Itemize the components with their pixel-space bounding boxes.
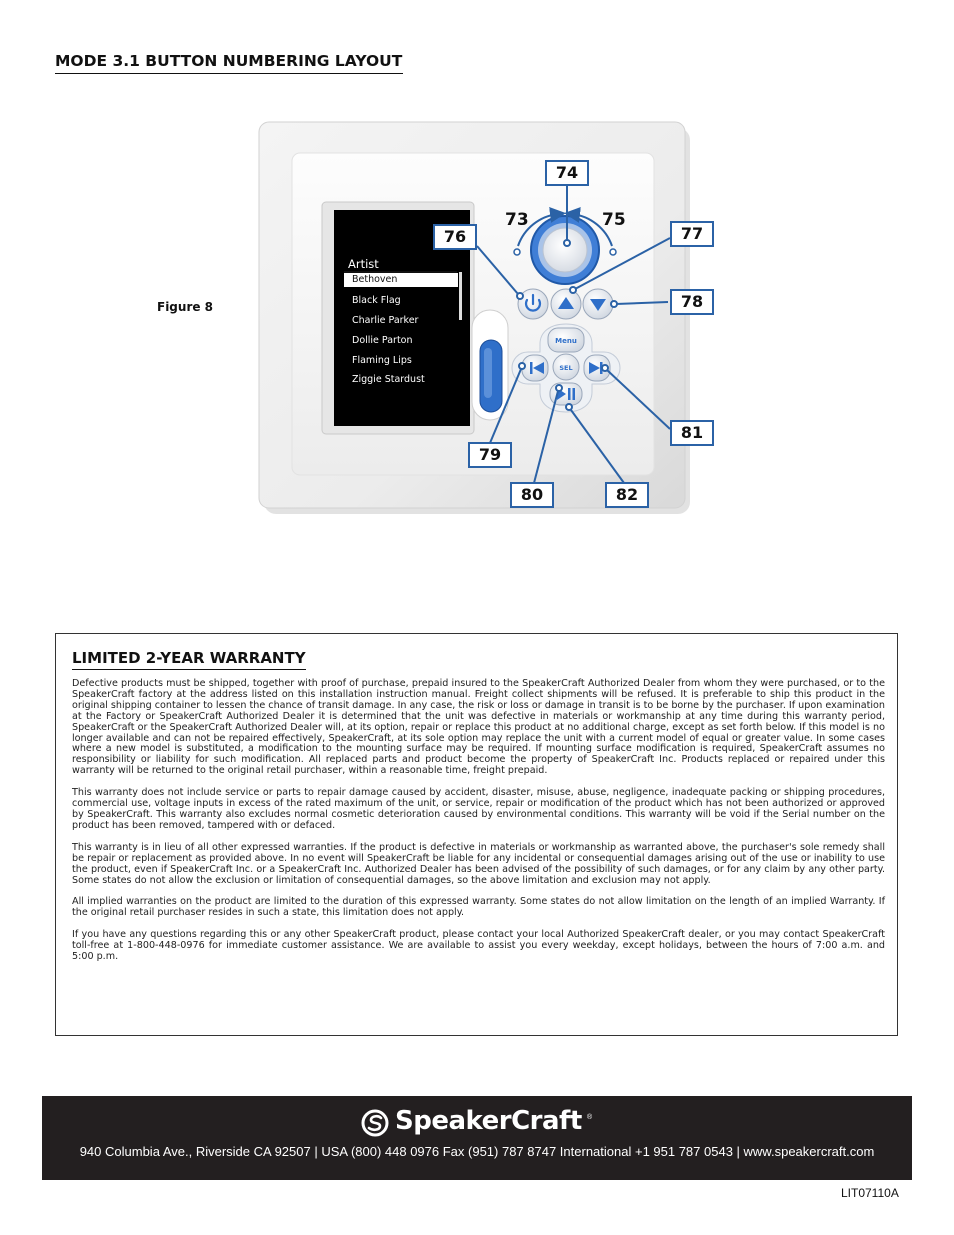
callout-75: 75 xyxy=(602,210,626,230)
callout-77: 77 xyxy=(670,221,714,247)
registered-mark: ® xyxy=(587,1114,593,1121)
callout-79: 79 xyxy=(468,442,512,468)
lcd-list-item: Black Flag xyxy=(352,295,401,306)
warranty-body xyxy=(72,679,885,974)
lcd-list-item: Flaming Lips xyxy=(352,355,412,366)
lcd-list-item: Charlie Parker xyxy=(352,315,419,326)
lcd-list-item-selected: Bethoven xyxy=(344,273,458,287)
warranty-paragraph: Defective products must be shipped, together with proof of purchase, prepaid insured to the SpeakerCraft Authorized Dealer from whom they were purchased, or to the SpeakerCraft factory at the address listed on this installation instruction manual. Freight collect shipments will be refused. It is preferable to ship this product in the original shipping container to lessen the chance of transit damage. In any case, the risk or loss or damage in transit is to be borne by the purchaser. If upon examination at the Factory or SpeakerCraft Authorized Dealer it is determined that the unit was defective in materials or workmanship at any time during this warranty period, SpeakerCraft or the SpeakerCraft Authorized Dealer will, at its option, repair or replace this product at no additional charge, except as set forth below. If this model is no longer available and can not be repaired effectively, SpeakerCraft, at its sole option may replace the unit with a current model of equal or greater value. In some cases where a new model is substituted, a modification to the mounting surface may be required. If mounting surface modification is required, SpeakerCraft assumes no responsibility or liability for such modification. All replaced parts and product become the property of SpeakerCraft Inc. Products replaced or repaired under this warranty will be returned to the original retail purchaser, within a reasonable time, freight prepaid. xyxy=(72,678,885,777)
warranty-title: LIMITED 2-YEAR WARRANTY xyxy=(72,649,306,670)
warranty-paragraph: This warranty is in lieu of all other expressed warranties. If the product is defective in materials or workmanship as warranted above, the purchaser's sole remedy shall be repair or replacement as provided above. In no event will SpeakerCraft be liable for any incidental or consequential damages arising out of the use or inability to use the product, even if SpeakerCraft Inc. or a SpeakerCraft Inc. Authorized Dealer has been advised of the possibility of such damages, or for any claim by any other party. Some states do not allow the exclusion or limitation of consequential damages, so the above limitation and exclusion may not apply. xyxy=(72,841,885,886)
warranty-paragraph: All implied warranties on the product are limited to the duration of this expressed warranty. Some states do not allow limitation on the length of an implied Warranty. If the original retail purchaser resides in such a state, this limitation does not apply. xyxy=(72,896,885,919)
callout-74: 74 xyxy=(545,160,589,186)
callout-81: 81 xyxy=(670,420,714,446)
brand-name: SpeakerCraft xyxy=(395,1106,582,1136)
callout-76: 76 xyxy=(433,224,477,250)
warranty-paragraph: This warranty does not include service or parts to repair damage caused by accident, disaster, misuse, abuse, negligence, inadequate packing or shipping procedures, commercial use, voltage inputs in excess of the rated maximum of the unit, or service, repair or modification of the product which has not been authorized or approved by SpeakerCraft. This warranty also excludes normal cosmetic deterioration caused by environmental conditions. This warranty will be void if the Serial number on the product has been removed, tampered with or defaced. xyxy=(72,787,885,831)
section-title: MODE 3.1 BUTTON NUMBERING LAYOUT xyxy=(55,52,403,74)
document-code: LIT07110A xyxy=(841,1186,899,1200)
speakercraft-logo xyxy=(360,1106,600,1140)
figure-label: Figure 8 xyxy=(157,300,214,314)
footer-bar xyxy=(42,1096,912,1180)
callout-82: 82 xyxy=(605,482,649,508)
sel-button-label: SEL xyxy=(559,364,573,372)
callout-80: 80 xyxy=(510,482,554,508)
speakercraft-logo-icon xyxy=(360,1108,390,1138)
rotary-knob xyxy=(543,228,587,272)
menu-button-label: Menu xyxy=(555,337,577,345)
footer-address: 940 Columbia Ave., Riverside CA 92507 | USA (800) 448 0976 Fax (951) 787 8747 International +1 951 787 0543 | www.speakercraft.com xyxy=(79,1144,875,1159)
keypad-device-figure xyxy=(0,0,954,560)
warranty-paragraph: If you have any questions regarding this or any other SpeakerCraft product, please contact your local Authorized SpeakerCraft dealer, or you may contact SpeakerCraft toll-free at 1-800-448-0976 for immediate customer assistance. We are available to assist you every weekday, except holidays, between the hours of 7:00 a.m. and 5:00 p.m. xyxy=(72,929,885,963)
callout-78: 78 xyxy=(670,289,714,315)
lcd-list-item: Dollie Parton xyxy=(352,335,413,346)
warranty-section xyxy=(55,633,898,1036)
lcd-heading: Artist xyxy=(348,257,379,271)
lcd-list-item: Ziggie Stardust xyxy=(352,374,425,385)
callout-73: 73 xyxy=(505,210,529,230)
